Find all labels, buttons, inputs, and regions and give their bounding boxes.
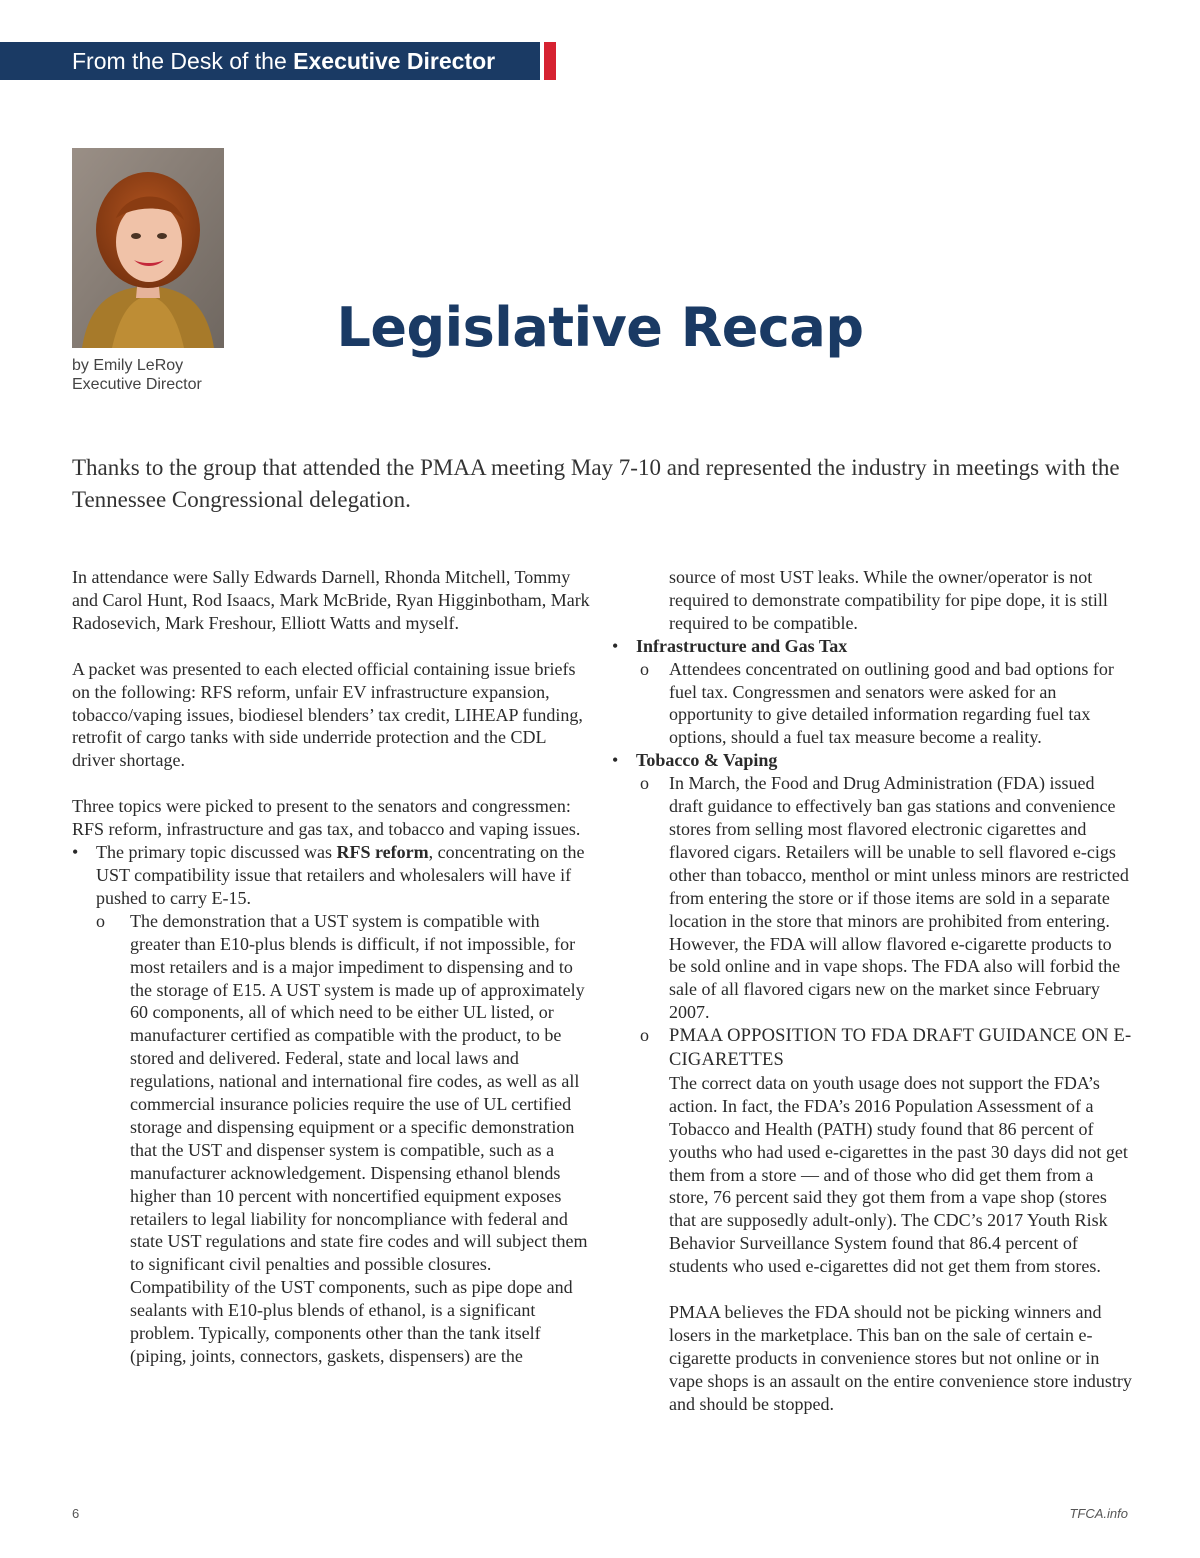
left-column xyxy=(72,566,592,1368)
list-item xyxy=(612,635,1132,658)
bullet-marker: • xyxy=(612,635,619,656)
attendance-paragraph: In attendance were Sally Edwards Darnell, Rhonda Mitchell, Tommy and Carol Hunt, Rod Isaacs, Mark McBride, Ryan Higginbotham, Mark Radosevich, Mark Freshour, Elliott Watts and myself. xyxy=(72,567,590,633)
page-number: 6 xyxy=(72,1506,80,1521)
continued-text: source of most UST leaks. While the owner/operator is not required to demonstrate compatibility for pipe dope, it is still required to be compatible. xyxy=(669,567,1108,633)
article-headline xyxy=(0,296,1200,359)
right-column xyxy=(612,566,1132,1416)
banner-title: From the Desk of the Executive Director xyxy=(72,48,496,74)
byline xyxy=(72,356,202,394)
author-name: by Emily LeRoy xyxy=(72,357,184,374)
opposition-heading: PMAA OPPOSITION TO FDA DRAFT GUIDANCE ON E-CIGARETTES xyxy=(669,1026,1132,1071)
list-subitem: o The demonstration that a UST system is compatible with greater than E10-plus blends is difficult, if not impossible, for most retailers and is a major impediment to dispensing and to the storage of E15. A UST system is made up of approximately 60 components, all of which need to be either UL listed, or manufacturer certified as compatible with the product, to be stored and delivered. Federal, state and local laws and regulations, national and international fire codes, as well as all commercial insurance policies require the use of UL certified storage and dispensing equipment or a specific demonstration that the UST and dispenser system is compatible, such as a manufacturer acknowledgement. Dispensing ethanol blends higher than 10 percent with noncertified equipment exposes retailers to legal liability for noncompliance with federal and state UST regulations and state fire codes and will subject them to significant civil penalties and possible closures. Compatibility of the UST components, such as pipe dope and sealants with E10-plus blends of ethanol, is a significant problem. Typically, components other than the tank itself (piping, joints, connectors, gaskets, dispensers) are the xyxy=(96,910,588,1366)
topics-paragraph: Three topics were picked to present to the senators and congressmen: RFS reform, infrastructure and gas tax, and tobacco and vaping issues. xyxy=(72,796,581,840)
list-subitem: o Attendees concentrated on outlining good and bad options for fuel tax. Congressmen and senators were asked for an opportunity to give detailed information regarding fuel tax options, should a fuel tax measure become a reality. xyxy=(640,658,1114,748)
bullet-marker: • xyxy=(72,842,79,863)
list-item xyxy=(612,749,1132,772)
section-banner xyxy=(0,42,540,80)
sub-bullet-marker: o xyxy=(96,910,105,931)
headline-text: Legislative Recap xyxy=(336,296,864,359)
sub-bullet-marker: o xyxy=(640,1025,649,1046)
list-subitem xyxy=(612,1024,1132,1072)
bullet-marker: • xyxy=(612,750,619,771)
packet-paragraph: A packet was presented to each elected official containing issue briefs on the following: RFS reform, unfair EV infrastructure expansion, tobacco/vaping issues, biodiesel blenders’ tax credit, LIHEAP funding, retrofit of cargo tanks with side underride protection and the CDL driver shortage. xyxy=(72,658,583,771)
rfs-reform-bold: RFS reform xyxy=(336,842,429,863)
sub-bullet-marker: o xyxy=(640,658,649,679)
banner-accent-bar xyxy=(544,42,556,80)
infrastructure-heading: Infrastructure and Gas Tax xyxy=(636,635,848,656)
pmaa-belief-paragraph: PMAA believes the FDA should not be picking winners and losers in the marketplace. This ban on the sale of certain e-cigarette products in convenience stores but not online or in vape shops is an assault on the entire convenience store industry and should be stopped. xyxy=(669,1302,1132,1414)
author-title: Executive Director xyxy=(72,376,202,393)
tobacco-heading: Tobacco & Vaping xyxy=(636,750,778,771)
sub-bullet-marker: o xyxy=(640,773,649,794)
opposition-body: The correct data on youth usage does not support the FDA’s action. In fact, the FDA’s 2016 Population Assessment of a Tobacco and Health (PATH) study found that 86 percent of youths who had used e-cigarettes in the past 30 days did not get them from a store — and of those who did get them from a store, 76 percent said they got them from a vape shop (stores that are supposedly adult-only). The CDC’s 2017 Youth Risk Behavior Surveillance System found that 86.4 percent of students who used e-cigarettes did not get them from stores. xyxy=(669,1072,1128,1277)
list-subitem: o In March, the Food and Drug Administration (FDA) issued draft guidance to effectively ban gas stations and convenience stores from selling most flavored electronic cigarettes and flavored cigars. Retailers will be unable to sell flavored e-cigs other than tobacco, menthol or mint unless minors are restricted from entering the store or if those items are sold in a separate location in the store that minors are prohibited from entering. However, the FDA will allow flavored e-cigarette products to be sold online and in vape shops. The FDA also will forbid the sale of all flavored cigars new on the market since February 2007. xyxy=(640,773,1129,1023)
intro-paragraph: Thanks to the group that attended the PMAA meeting May 7-10 and represented the industry in meetings with the Tennessee Congressional delegation. xyxy=(72,455,1120,512)
list-item: • The primary topic discussed was RFS reform, concentrating on the UST compatibility issue that retailers and wholesalers will have if pushed to carry E-15. xyxy=(72,842,585,908)
site-name: TFCA.info xyxy=(1069,1506,1128,1521)
